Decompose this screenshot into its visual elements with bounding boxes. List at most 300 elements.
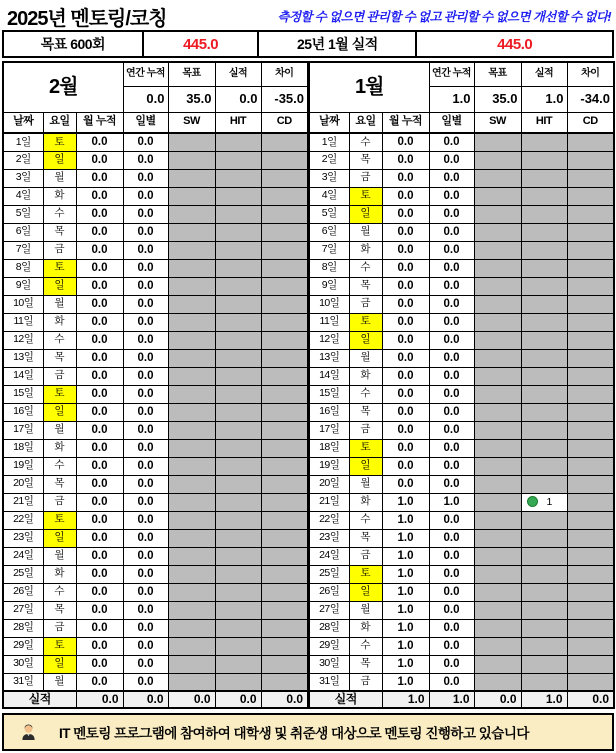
cd-cell[interactable]: [567, 601, 614, 619]
date-cell[interactable]: 5일: [3, 205, 43, 223]
date-cell[interactable]: 30일: [3, 655, 43, 673]
sw-cell[interactable]: [168, 475, 215, 493]
hit-cell[interactable]: [215, 349, 261, 367]
date-cell[interactable]: 23일: [3, 529, 43, 547]
month-cum-cell[interactable]: 1.0: [382, 619, 429, 637]
cd-cell[interactable]: [567, 151, 614, 169]
annual-goal-value[interactable]: 445.0: [144, 32, 260, 56]
totals-value[interactable]: 1.0: [429, 691, 474, 708]
cd-cell[interactable]: [567, 403, 614, 421]
daily-cell[interactable]: 0.0: [429, 367, 474, 385]
daily-cell[interactable]: 1.0: [429, 493, 474, 511]
cd-cell[interactable]: [261, 385, 308, 403]
daily-cell[interactable]: 0.0: [123, 511, 168, 529]
hit-cell[interactable]: [215, 529, 261, 547]
hit-cell[interactable]: [215, 169, 261, 187]
hit-cell[interactable]: [521, 385, 567, 403]
month-cum-cell[interactable]: 0.0: [76, 601, 123, 619]
annual-cum-value[interactable]: 0.0: [123, 86, 168, 112]
date-cell[interactable]: 18일: [3, 439, 43, 457]
sw-cell[interactable]: [168, 403, 215, 421]
sw-cell[interactable]: [474, 133, 521, 151]
cd-cell[interactable]: [261, 295, 308, 313]
totals-value[interactable]: 0.0: [567, 691, 614, 708]
month-cum-cell[interactable]: 0.0: [382, 475, 429, 493]
hit-cell[interactable]: [521, 511, 567, 529]
hit-cell[interactable]: [521, 313, 567, 331]
month-diff-value[interactable]: -35.0: [261, 86, 308, 112]
cd-cell[interactable]: [567, 421, 614, 439]
daily-cell[interactable]: 0.0: [123, 637, 168, 655]
date-cell[interactable]: 24일: [309, 547, 349, 565]
month-cum-cell[interactable]: 0.0: [76, 529, 123, 547]
weekday-cell[interactable]: 화: [349, 619, 382, 637]
cd-cell[interactable]: [261, 403, 308, 421]
hit-cell[interactable]: [215, 277, 261, 295]
weekday-cell[interactable]: 토: [349, 565, 382, 583]
month-cum-cell[interactable]: 0.0: [382, 367, 429, 385]
daily-cell[interactable]: 0.0: [429, 331, 474, 349]
month-cum-cell[interactable]: 1.0: [382, 565, 429, 583]
date-cell[interactable]: 14일: [309, 367, 349, 385]
weekday-cell[interactable]: 목: [349, 151, 382, 169]
date-cell[interactable]: 14일: [3, 367, 43, 385]
sw-cell[interactable]: [168, 511, 215, 529]
cd-cell[interactable]: [261, 349, 308, 367]
date-cell[interactable]: 4일: [309, 187, 349, 205]
hit-cell[interactable]: [215, 637, 261, 655]
sw-cell[interactable]: [168, 439, 215, 457]
month-cum-cell[interactable]: 0.0: [76, 187, 123, 205]
month-cum-cell[interactable]: 0.0: [382, 457, 429, 475]
cd-cell[interactable]: [567, 529, 614, 547]
cd-cell[interactable]: [567, 457, 614, 475]
weekday-cell[interactable]: 월: [43, 295, 76, 313]
month-cum-cell[interactable]: 1.0: [382, 655, 429, 673]
hit-cell[interactable]: [521, 403, 567, 421]
daily-cell[interactable]: 0.0: [123, 151, 168, 169]
weekday-cell[interactable]: 금: [349, 673, 382, 691]
sw-cell[interactable]: [168, 655, 215, 673]
totals-value[interactable]: 0.0: [474, 691, 521, 708]
month-cum-cell[interactable]: 0.0: [76, 565, 123, 583]
sw-cell[interactable]: [168, 529, 215, 547]
cd-cell[interactable]: [567, 655, 614, 673]
date-cell[interactable]: 6일: [309, 223, 349, 241]
month-actual-value[interactable]: 445.0: [497, 35, 533, 53]
month-cum-cell[interactable]: 0.0: [76, 673, 123, 691]
cd-cell[interactable]: [261, 367, 308, 385]
sw-cell[interactable]: [168, 205, 215, 223]
hit-note-cell[interactable]: 1: [521, 493, 567, 511]
cd-cell[interactable]: [261, 205, 308, 223]
cd-cell[interactable]: [567, 511, 614, 529]
month-cum-cell[interactable]: 0.0: [76, 259, 123, 277]
month-cum-cell[interactable]: 0.0: [76, 655, 123, 673]
daily-cell[interactable]: 0.0: [123, 439, 168, 457]
weekday-cell[interactable]: 일: [43, 151, 76, 169]
sw-cell[interactable]: [474, 601, 521, 619]
weekday-cell[interactable]: 수: [349, 259, 382, 277]
daily-cell[interactable]: 0.0: [123, 457, 168, 475]
hit-cell[interactable]: [521, 457, 567, 475]
month-cum-cell[interactable]: 0.0: [382, 241, 429, 259]
month-cum-cell[interactable]: 0.0: [76, 241, 123, 259]
cd-cell[interactable]: [261, 583, 308, 601]
month-cum-cell[interactable]: 0.0: [382, 439, 429, 457]
month-cum-cell[interactable]: 0.0: [382, 223, 429, 241]
weekday-cell[interactable]: 수: [349, 511, 382, 529]
date-cell[interactable]: 28일: [3, 619, 43, 637]
month-cum-cell[interactable]: 1.0: [382, 529, 429, 547]
month-cum-cell[interactable]: 0.0: [76, 205, 123, 223]
month-cum-cell[interactable]: 0.0: [76, 169, 123, 187]
month-name[interactable]: 1월: [309, 62, 429, 112]
sw-cell[interactable]: [474, 205, 521, 223]
sw-cell[interactable]: [474, 529, 521, 547]
cd-cell[interactable]: [567, 673, 614, 691]
hit-cell[interactable]: [521, 259, 567, 277]
hit-cell[interactable]: [521, 331, 567, 349]
month-cum-cell[interactable]: 0.0: [76, 637, 123, 655]
month-cum-cell[interactable]: 1.0: [382, 583, 429, 601]
sw-cell[interactable]: [474, 403, 521, 421]
hit-cell[interactable]: [215, 259, 261, 277]
sw-cell[interactable]: [474, 475, 521, 493]
month-diff-label[interactable]: 차이: [567, 62, 614, 86]
daily-cell[interactable]: 0.0: [429, 655, 474, 673]
column-header[interactable]: 일별: [429, 112, 474, 133]
weekday-cell[interactable]: 토: [43, 637, 76, 655]
hit-cell[interactable]: [215, 223, 261, 241]
weekday-cell[interactable]: 화: [43, 187, 76, 205]
daily-cell[interactable]: 0.0: [123, 277, 168, 295]
month-cum-cell[interactable]: 0.0: [76, 295, 123, 313]
hit-cell[interactable]: [215, 187, 261, 205]
daily-cell[interactable]: 0.0: [123, 403, 168, 421]
annual-cum-label[interactable]: 연간 누적: [429, 62, 474, 86]
hit-cell[interactable]: [215, 619, 261, 637]
hit-cell[interactable]: [215, 583, 261, 601]
daily-cell[interactable]: 0.0: [123, 475, 168, 493]
weekday-cell[interactable]: 토: [43, 385, 76, 403]
annual-goal-label[interactable]: 목표 600회: [4, 32, 144, 56]
cd-cell[interactable]: [567, 349, 614, 367]
month-cum-cell[interactable]: 0.0: [382, 259, 429, 277]
month-cum-cell[interactable]: 0.0: [382, 133, 429, 151]
date-cell[interactable]: 11일: [309, 313, 349, 331]
month-cum-cell[interactable]: 0.0: [76, 619, 123, 637]
date-cell[interactable]: 16일: [3, 403, 43, 421]
column-header[interactable]: CD: [567, 112, 614, 133]
date-cell[interactable]: 7일: [3, 241, 43, 259]
cd-cell[interactable]: [567, 475, 614, 493]
hit-cell[interactable]: [521, 637, 567, 655]
month-cum-cell[interactable]: 1.0: [382, 511, 429, 529]
month-cum-cell[interactable]: 0.0: [382, 421, 429, 439]
sw-cell[interactable]: [168, 295, 215, 313]
weekday-cell[interactable]: 목: [349, 403, 382, 421]
sw-cell[interactable]: [474, 619, 521, 637]
cd-cell[interactable]: [261, 511, 308, 529]
month-cum-cell[interactable]: 0.0: [382, 205, 429, 223]
daily-cell[interactable]: 0.0: [429, 547, 474, 565]
cd-cell[interactable]: [261, 475, 308, 493]
sw-cell[interactable]: [474, 637, 521, 655]
column-header[interactable]: 일별: [123, 112, 168, 133]
month-cum-cell[interactable]: 0.0: [76, 475, 123, 493]
sw-cell[interactable]: [474, 187, 521, 205]
weekday-cell[interactable]: 토: [43, 259, 76, 277]
sw-cell[interactable]: [168, 169, 215, 187]
cd-cell[interactable]: [261, 313, 308, 331]
sw-cell[interactable]: [168, 151, 215, 169]
hit-cell[interactable]: [521, 619, 567, 637]
cd-cell[interactable]: [261, 439, 308, 457]
date-cell[interactable]: 3일: [309, 169, 349, 187]
totals-value[interactable]: 0.0: [261, 691, 308, 708]
date-cell[interactable]: 6일: [3, 223, 43, 241]
weekday-cell[interactable]: 일: [43, 529, 76, 547]
hit-cell[interactable]: [521, 349, 567, 367]
sw-cell[interactable]: [474, 493, 521, 511]
month-cum-cell[interactable]: 0.0: [76, 385, 123, 403]
daily-cell[interactable]: 0.0: [429, 385, 474, 403]
cd-cell[interactable]: [567, 223, 614, 241]
sw-cell[interactable]: [168, 565, 215, 583]
month-actual-label[interactable]: 실적: [215, 62, 261, 86]
sw-cell[interactable]: [474, 295, 521, 313]
weekday-cell[interactable]: 월: [349, 349, 382, 367]
date-cell[interactable]: 11일: [3, 313, 43, 331]
totals-value[interactable]: 0.0: [123, 691, 168, 708]
totals-label[interactable]: 실적: [309, 691, 382, 708]
cd-cell[interactable]: [261, 673, 308, 691]
hit-cell[interactable]: [215, 493, 261, 511]
cd-cell[interactable]: [567, 169, 614, 187]
hit-cell[interactable]: [215, 313, 261, 331]
weekday-cell[interactable]: 목: [349, 277, 382, 295]
hit-cell[interactable]: [215, 385, 261, 403]
weekday-cell[interactable]: 월: [349, 601, 382, 619]
month-cum-cell[interactable]: 0.0: [76, 313, 123, 331]
column-header[interactable]: 날짜: [309, 112, 349, 133]
cd-cell[interactable]: [567, 439, 614, 457]
hit-cell[interactable]: [215, 457, 261, 475]
hit-cell[interactable]: [521, 601, 567, 619]
sw-cell[interactable]: [168, 385, 215, 403]
month-cum-cell[interactable]: 0.0: [382, 331, 429, 349]
cd-cell[interactable]: [261, 421, 308, 439]
weekday-cell[interactable]: 금: [349, 169, 382, 187]
annual-cum-value[interactable]: 1.0: [429, 86, 474, 112]
daily-cell[interactable]: 0.0: [123, 547, 168, 565]
month-diff-label[interactable]: 차이: [261, 62, 308, 86]
sw-cell[interactable]: [474, 367, 521, 385]
month-cum-cell[interactable]: 0.0: [76, 367, 123, 385]
daily-cell[interactable]: 0.0: [123, 583, 168, 601]
totals-value[interactable]: 1.0: [521, 691, 567, 708]
cd-cell[interactable]: [261, 637, 308, 655]
cd-cell[interactable]: [261, 259, 308, 277]
weekday-cell[interactable]: 토: [349, 313, 382, 331]
hit-cell[interactable]: [521, 673, 567, 691]
month-cum-cell[interactable]: 0.0: [382, 313, 429, 331]
weekday-cell[interactable]: 금: [349, 295, 382, 313]
hit-cell[interactable]: [521, 475, 567, 493]
daily-cell[interactable]: 0.0: [123, 223, 168, 241]
month-cum-cell[interactable]: 0.0: [382, 277, 429, 295]
month-cum-cell[interactable]: 0.0: [76, 439, 123, 457]
date-cell[interactable]: 8일: [309, 259, 349, 277]
daily-cell[interactable]: 0.0: [429, 133, 474, 151]
sw-cell[interactable]: [168, 241, 215, 259]
column-header[interactable]: HIT: [521, 112, 567, 133]
date-cell[interactable]: 30일: [309, 655, 349, 673]
sw-cell[interactable]: [474, 511, 521, 529]
weekday-cell[interactable]: 화: [349, 367, 382, 385]
column-header[interactable]: CD: [261, 112, 308, 133]
sw-cell[interactable]: [168, 547, 215, 565]
weekday-cell[interactable]: 수: [349, 637, 382, 655]
month-goal-value[interactable]: 35.0: [474, 86, 521, 112]
weekday-cell[interactable]: 월: [43, 673, 76, 691]
hit-cell[interactable]: [521, 169, 567, 187]
month-cum-cell[interactable]: 0.0: [76, 421, 123, 439]
daily-cell[interactable]: 0.0: [123, 241, 168, 259]
daily-cell[interactable]: 0.0: [429, 151, 474, 169]
date-cell[interactable]: 10일: [3, 295, 43, 313]
daily-cell[interactable]: 0.0: [429, 601, 474, 619]
cd-cell[interactable]: [567, 547, 614, 565]
weekday-cell[interactable]: 수: [43, 205, 76, 223]
daily-cell[interactable]: 0.0: [429, 529, 474, 547]
sw-cell[interactable]: [168, 457, 215, 475]
month-cum-cell[interactable]: 0.0: [76, 277, 123, 295]
month-goal-value[interactable]: 35.0: [168, 86, 215, 112]
date-cell[interactable]: 7일: [309, 241, 349, 259]
cd-cell[interactable]: [567, 331, 614, 349]
date-cell[interactable]: 4일: [3, 187, 43, 205]
daily-cell[interactable]: 0.0: [429, 187, 474, 205]
date-cell[interactable]: 5일: [309, 205, 349, 223]
month-cum-cell[interactable]: 0.0: [76, 151, 123, 169]
daily-cell[interactable]: 0.0: [123, 349, 168, 367]
daily-cell[interactable]: 0.0: [429, 313, 474, 331]
month-actual-value[interactable]: 0.0: [215, 86, 261, 112]
sw-cell[interactable]: [474, 655, 521, 673]
cd-cell[interactable]: [567, 313, 614, 331]
daily-cell[interactable]: 0.0: [123, 673, 168, 691]
sw-cell[interactable]: [168, 277, 215, 295]
date-cell[interactable]: 25일: [3, 565, 43, 583]
sw-cell[interactable]: [168, 331, 215, 349]
month-cum-cell[interactable]: 0.0: [382, 349, 429, 367]
sw-cell[interactable]: [474, 223, 521, 241]
weekday-cell[interactable]: 토: [43, 511, 76, 529]
cd-cell[interactable]: [261, 151, 308, 169]
weekday-cell[interactable]: 수: [43, 457, 76, 475]
weekday-cell[interactable]: 목: [349, 529, 382, 547]
weekday-cell[interactable]: 금: [43, 619, 76, 637]
daily-cell[interactable]: 0.0: [123, 331, 168, 349]
cd-cell[interactable]: [567, 367, 614, 385]
weekday-cell[interactable]: 월: [349, 475, 382, 493]
daily-cell[interactable]: 0.0: [429, 565, 474, 583]
weekday-cell[interactable]: 화: [43, 565, 76, 583]
daily-cell[interactable]: 0.0: [429, 457, 474, 475]
weekday-cell[interactable]: 토: [349, 439, 382, 457]
daily-cell[interactable]: 0.0: [123, 259, 168, 277]
date-cell[interactable]: 15일: [3, 385, 43, 403]
month-cum-cell[interactable]: 0.0: [382, 151, 429, 169]
daily-cell[interactable]: 0.0: [429, 619, 474, 637]
hit-cell[interactable]: [521, 547, 567, 565]
sw-cell[interactable]: [474, 421, 521, 439]
weekday-cell[interactable]: 목: [43, 223, 76, 241]
date-cell[interactable]: 19일: [3, 457, 43, 475]
cd-cell[interactable]: [261, 133, 308, 151]
hit-cell[interactable]: [521, 295, 567, 313]
weekday-cell[interactable]: 목: [43, 475, 76, 493]
sw-cell[interactable]: [168, 673, 215, 691]
date-cell[interactable]: 18일: [309, 439, 349, 457]
cd-cell[interactable]: [261, 655, 308, 673]
column-header[interactable]: 월 누적: [382, 112, 429, 133]
daily-cell[interactable]: 0.0: [123, 187, 168, 205]
daily-cell[interactable]: 0.0: [123, 529, 168, 547]
weekday-cell[interactable]: 화: [43, 439, 76, 457]
weekday-cell[interactable]: 월: [349, 223, 382, 241]
sw-cell[interactable]: [168, 637, 215, 655]
month-cum-cell[interactable]: 0.0: [76, 511, 123, 529]
date-cell[interactable]: 3일: [3, 169, 43, 187]
daily-cell[interactable]: 0.0: [429, 511, 474, 529]
month-cum-cell[interactable]: 0.0: [76, 583, 123, 601]
hit-cell[interactable]: [215, 331, 261, 349]
hit-cell[interactable]: [521, 205, 567, 223]
date-cell[interactable]: 26일: [309, 583, 349, 601]
sw-cell[interactable]: [168, 493, 215, 511]
sw-cell[interactable]: [474, 547, 521, 565]
weekday-cell[interactable]: 화: [43, 313, 76, 331]
cd-cell[interactable]: [261, 223, 308, 241]
sw-cell[interactable]: [168, 133, 215, 151]
hit-cell[interactable]: [521, 655, 567, 673]
sw-cell[interactable]: [168, 421, 215, 439]
cd-cell[interactable]: [567, 295, 614, 313]
hit-cell[interactable]: [215, 205, 261, 223]
month-actual-label[interactable]: 실적: [521, 62, 567, 86]
date-cell[interactable]: 23일: [309, 529, 349, 547]
weekday-cell[interactable]: 목: [349, 655, 382, 673]
weekday-cell[interactable]: 일: [43, 277, 76, 295]
cd-cell[interactable]: [261, 187, 308, 205]
cd-cell[interactable]: [567, 259, 614, 277]
hit-cell[interactable]: [215, 565, 261, 583]
date-cell[interactable]: 12일: [3, 331, 43, 349]
date-cell[interactable]: 13일: [3, 349, 43, 367]
hit-cell[interactable]: [215, 547, 261, 565]
cd-cell[interactable]: [567, 637, 614, 655]
sw-cell[interactable]: [168, 619, 215, 637]
date-cell[interactable]: 9일: [309, 277, 349, 295]
hit-cell[interactable]: [521, 187, 567, 205]
weekday-cell[interactable]: 금: [43, 367, 76, 385]
month-diff-value[interactable]: -34.0: [567, 86, 614, 112]
hit-cell[interactable]: [521, 133, 567, 151]
column-header[interactable]: 요일: [43, 112, 76, 133]
